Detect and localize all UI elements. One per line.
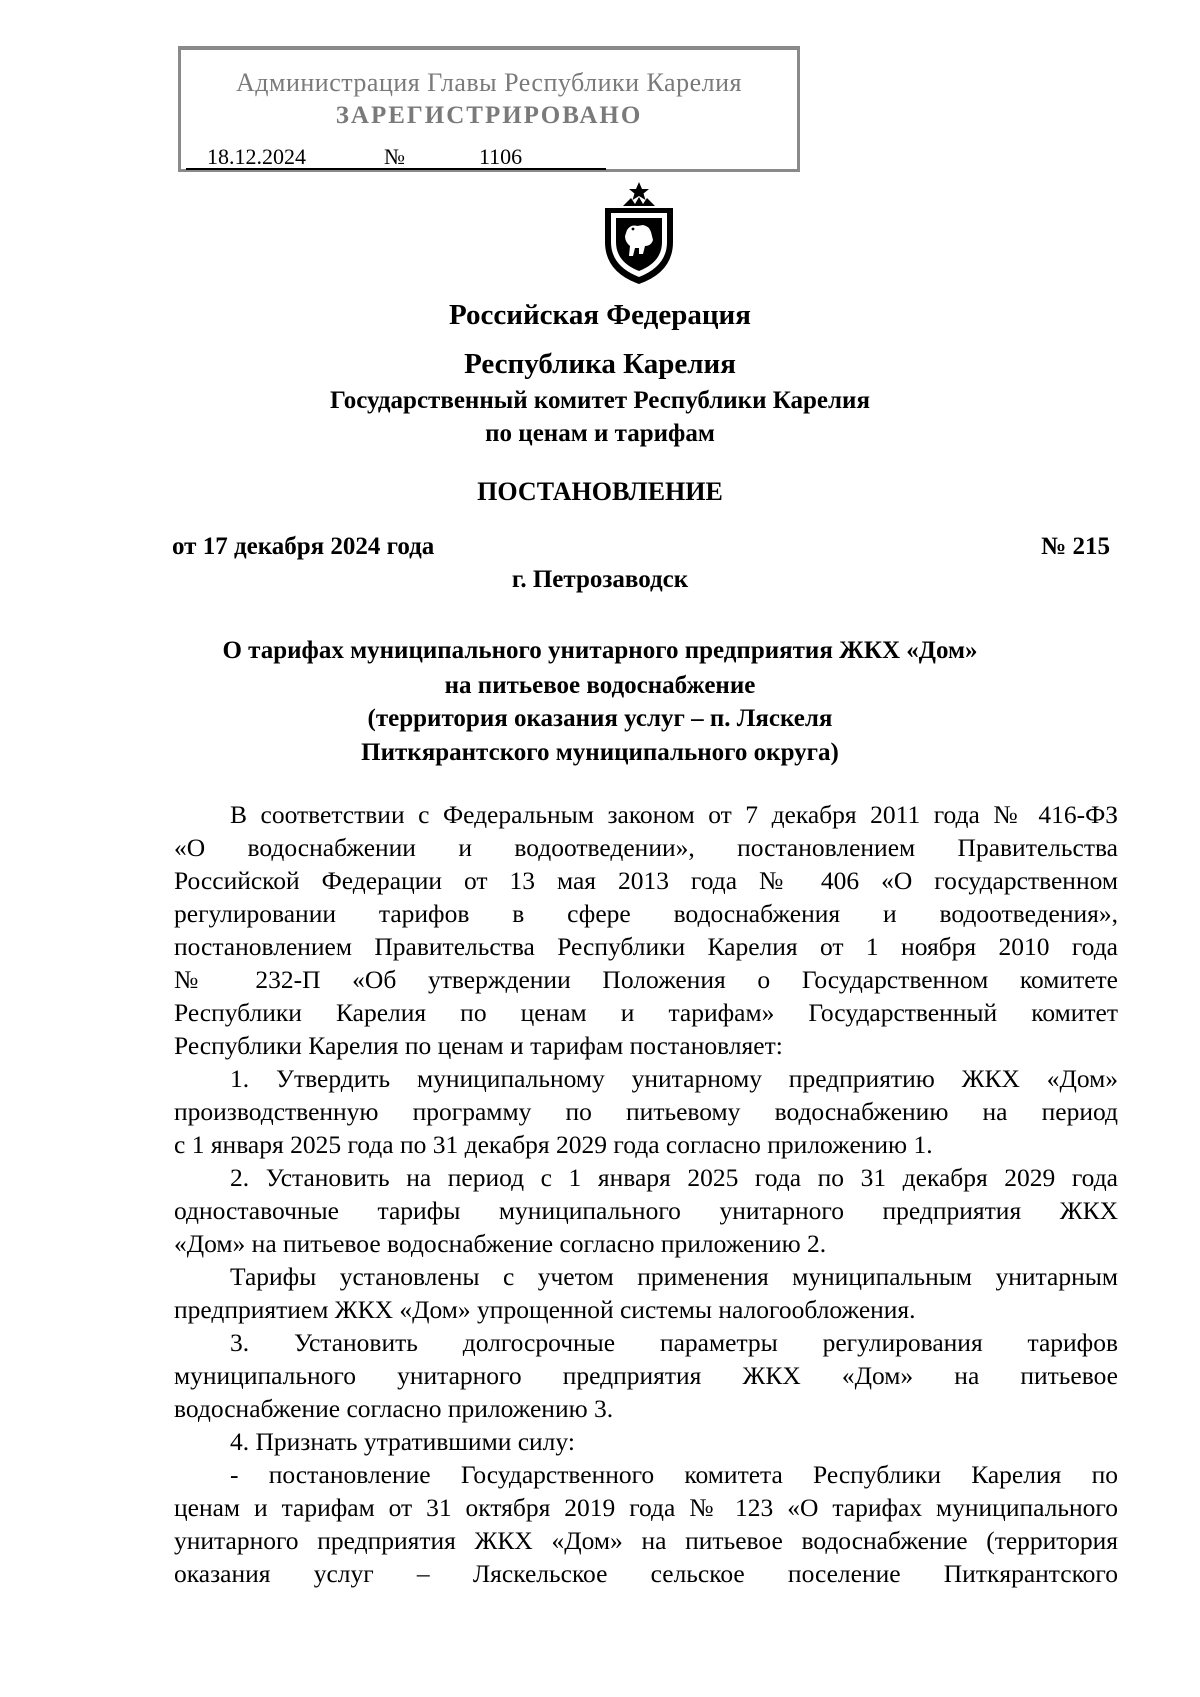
document-title-line4: Питкярантского муниципального округа) [361,739,839,766]
document-date: от 17 декабря 2024 года [172,533,435,560]
body-line: с 1 января 2025 года по 31 декабря 2029 года согласно приложению 1. [174,1130,933,1159]
stamp-organization: Администрация Главы Республики Карелия [236,68,742,97]
body-line: производственную программу по питьевому водоснабжению на период [174,1097,1118,1126]
body-line: унитарного предприятия ЖКХ «Дом» на питьевое водоснабжение (территория [174,1526,1118,1555]
body-line: 2. Установить на период с 1 января 2025 года по 31 декабря 2029 года [230,1163,1118,1192]
body-line: регулировании тарифов в сфере водоснабжения и водоотведения», [174,899,1118,928]
karelia-coat-of-arms-icon [597,180,681,286]
body-line: № 232-П «Об утверждении Положения о Государственном комитете [174,965,1118,994]
document-title-line2: на питьевое водоснабжение [444,672,756,699]
committee-heading-line1: Государственный комитет Республики Карелия [330,387,870,414]
body-line: ценам и тарифам от 31 октября 2019 года № 123 «О тарифах муниципального [174,1493,1118,1522]
body-line: 4. Признать утратившими силу: [230,1427,575,1456]
body-line: - постановление Государственного комитета Республики Карелия по [230,1460,1118,1489]
body-line: Российской Федерации от 13 мая 2013 года № 406 «О государственном [174,866,1118,895]
body-line: Республики Карелия по ценам и тарифам постановляет: [174,1031,783,1060]
body-line: 3. Установить долгосрочные параметры регулирования тарифов [230,1328,1118,1357]
body-line: «Дом» на питьевое водоснабжение согласно приложению 2. [174,1229,827,1258]
republic-heading: Республика Карелия [464,348,736,380]
body-line: муниципального унитарного предприятия ЖКХ «Дом» на питьевое [174,1361,1118,1390]
body-line: Тарифы установлены с учетом применения муниципальным унитарным [230,1262,1118,1291]
body-line: «О водоснабжении и водоотведении», постановлением Правительства [174,833,1118,862]
stamp-number-sign: № [384,144,405,169]
committee-heading-line2: по ценам и тарифам [485,420,715,447]
body-line: оказания услуг – Ляскельское сельское поселение Питкярантского [174,1559,1118,1588]
document-city: г. Петрозаводск [511,566,689,593]
body-line: постановлением Правительства Республики Карелия от 1 ноября 2010 года [174,932,1118,961]
body-line: В соответствии с Федеральным законом от 7 декабря 2011 года № 416-ФЗ [230,800,1118,829]
stamp-number: 1106 [479,144,523,169]
stamp-status: ЗАРЕГИСТРИРОВАНО [335,102,643,129]
stamp-date: 18.12.2024 [207,144,306,169]
body-line: водоснабжение согласно приложению 3. [174,1394,614,1423]
document-title-line3: (территория оказания услуг – п. Ляскеля [367,705,833,732]
body-line: 1. Утвердить муниципальному унитарному предприятию ЖКХ «Дом» [230,1064,1118,1093]
body-line: одноставочные тарифы муниципального унитарного предприятия ЖКХ [174,1196,1118,1225]
document-number: № 215 [1041,533,1110,560]
document-title-line1: О тарифах муниципального унитарного предприятия ЖКХ «Дом» [222,637,978,664]
registration-stamp [178,46,800,172]
body-line: Республики Карелия по ценам и тарифам» Государственный комитет [174,998,1118,1027]
body-line: предприятием ЖКХ «Дом» упрощенной системы налогообложения. [174,1295,916,1324]
stamp-underline [186,168,606,170]
country-heading: Российская Федерация [449,299,751,331]
document-type: ПОСТАНОВЛЕНИЕ [477,477,723,506]
